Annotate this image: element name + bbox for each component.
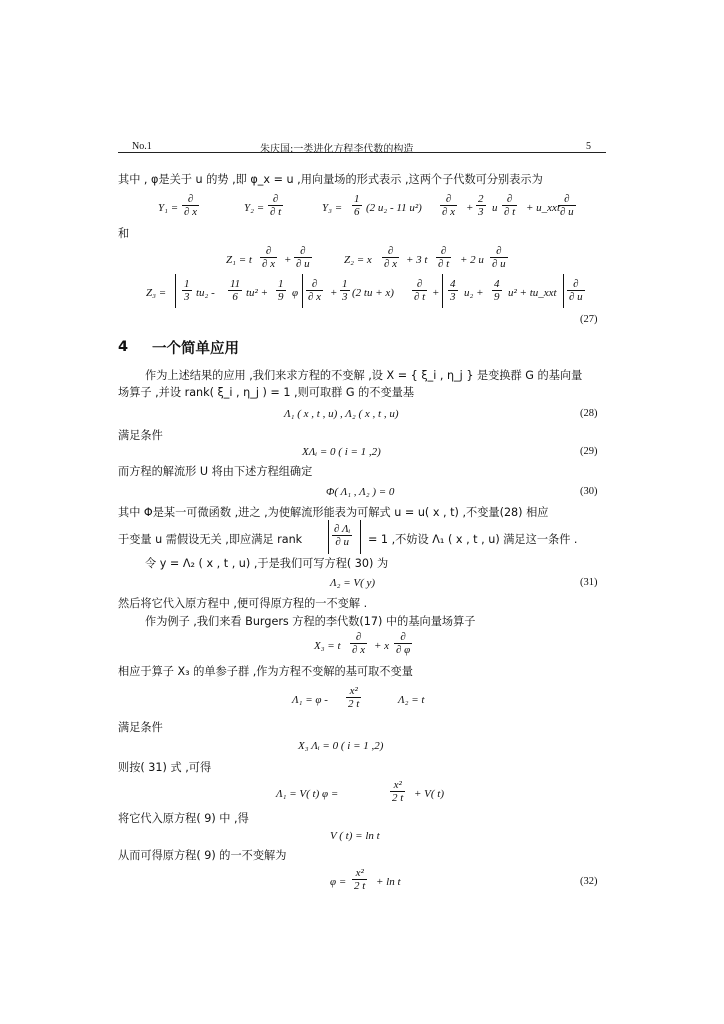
frac-z3-4-9: $\frac{4}{9}$ <box>494 278 500 303</box>
eq-y2-lhs: Y₂ = <box>244 202 265 214</box>
frac-final-x2-2t: $\frac{\text{x²}}{2 t}$ <box>354 867 366 892</box>
frac-d-du: ∂ ∂ u <box>560 193 574 218</box>
term-2tu-x: (2 tu + x) <box>352 287 394 299</box>
eq-x3: X₃ = t <box>314 640 341 652</box>
text-condition-1: 满足条件 <box>118 429 163 442</box>
eq-final-tail: + ln t <box>376 876 401 888</box>
text-condition-2: 满足条件 <box>118 721 163 734</box>
paragraph-apply: 作为上述结果的应用 ,我们来求方程的不变解 ,设 X = { ξ_i , η_j } 是变换群 G 的基向量 <box>145 369 583 382</box>
abs-bar-mid <box>302 274 303 308</box>
frac-z2-du: ∂ ∂ u <box>492 245 506 270</box>
var-u: u <box>492 202 498 214</box>
plus-sign: + <box>466 202 474 214</box>
frac-z3-1-9: $\frac{1}{9}$ <box>278 278 284 303</box>
eq-number-31: (31) <box>580 577 598 588</box>
eq-28-body: Λ₁ ( x , t , u) , Λ₂ ( x , t , u) <box>284 408 399 420</box>
paragraph-corresponding: 相应于算子 X₃ 的单参子群 ,作为方程不变解的基可取不变量 <box>118 665 413 678</box>
frac-z3-11-6: $\frac{11}{6}$ <box>230 278 241 303</box>
frac-one-sixth: $\frac{1}{6}$ <box>354 193 360 218</box>
eq-number-29: (29) <box>580 446 598 457</box>
frac-rank: $\frac{\text{∂ Λᵢ}}{\partial u}$ <box>334 523 351 548</box>
term-u2: u₂ + <box>464 287 484 299</box>
term-tu2: tu₂ - <box>196 287 215 299</box>
frac-x3-dphi: ∂ ∂ φ <box>396 631 411 656</box>
text-solution-manifold: 而方程的解流形 U 将由下述方程组确定 <box>118 465 313 478</box>
eq-v-lnt: V ( t) = ln t <box>330 830 380 842</box>
frac-z3-4-3: $\frac{4}{3}$ <box>450 278 456 303</box>
frac-d-dt-2: ∂ ∂ t <box>504 193 516 218</box>
paragraph-example: 作为例子 ,我们来看 Burgers 方程的李代数(17) 中的基向量场算子 <box>145 615 476 628</box>
frac-by-x2-2t: $\frac{\text{x²}}{2 t}$ <box>392 779 404 804</box>
running-title: 朱庆国:一类进化方程李代数的构造 <box>260 144 414 155</box>
eq-final-lhs: φ = <box>330 876 347 888</box>
term-u-sq-uxxt: u² + tu_xxt <box>508 287 557 299</box>
var-phi: φ <box>292 287 299 299</box>
rank-bar-right <box>360 520 361 554</box>
issue-number: No.1 <box>132 141 152 152</box>
term-plus-x: + x <box>374 640 390 652</box>
eq-number-32: (32) <box>580 876 598 887</box>
plus-sign: + <box>330 287 338 299</box>
paragraph-potential: 其中 , φ是关于 u 的势 ,即 φ_x = u ,用向量场的形式表示 ,这两个子代数可分别表示为 <box>118 173 543 186</box>
paragraph-apply-cont: 场算子 ,并设 rank( ξ_i , η_j ) = 1 ,则可取群 G 的不变量基 <box>118 386 415 399</box>
plus-sign: + <box>432 287 440 299</box>
term-uxxt: + u_xxt <box>526 202 560 214</box>
page-number: 5 <box>586 141 591 152</box>
frac-d-dx-2: ∂ ∂ x <box>442 193 456 218</box>
eq-z3-lhs: Z₃ = <box>146 287 167 299</box>
eq-x3-condition: X₃ Λᵢ = 0 ( i = 1 ,2) <box>298 740 384 752</box>
term-tu-sq: tu² + <box>246 287 269 299</box>
text-by-31: 则按( 31) 式 ,可得 <box>118 761 212 774</box>
frac-z3-1-3b: $\frac{1}{3}$ <box>342 278 348 303</box>
eq-y3-lhs: Y₃ = <box>322 202 343 214</box>
eq-invariant-1: Λ₁ = φ - <box>292 694 328 706</box>
eq-invariant-2: Λ₂ = t <box>398 694 425 706</box>
eq-z1: Z₁ = t <box>226 254 252 266</box>
paragraph-phi-cont-b: = 1 ,不妨设 Λ₁ ( x , t , u) 满足这一条件 . <box>368 533 578 546</box>
frac-z3-du: ∂ ∂ u <box>569 278 583 303</box>
paragraph-phi: 其中 Φ是某一可微函数 ,进之 ,为使解流形能表为可解式 u = u( x , t) ,不变量(28) 相应 <box>118 506 549 519</box>
frac-two-thirds: $\frac{2}{3}$ <box>478 193 484 218</box>
eq-number-27: (27) <box>580 314 598 325</box>
frac-z1-dx: ∂ ∂ x <box>262 245 276 270</box>
word-and: 和 <box>118 227 130 240</box>
eq-number-28: (28) <box>580 408 598 419</box>
frac-z3-1-3: $\frac{1}{3}$ <box>184 278 190 303</box>
frac-d-dt: ∂ ∂ t <box>270 193 282 218</box>
frac-z3-dx: ∂ ∂ x <box>308 278 322 303</box>
eq-29-body: XΛᵢ = 0 ( i = 1 ,2) <box>302 446 381 458</box>
eq-y3-mid: (2 u₂ - 11 u²) <box>366 202 422 214</box>
header-rule <box>118 152 606 153</box>
section-number: 4 <box>118 339 129 355</box>
frac-x3-dx: ∂ ∂ x <box>352 631 366 656</box>
frac-d-dx: ∂ ∂ x <box>184 193 198 218</box>
eq-number-30: (30) <box>580 486 598 497</box>
rank-bar-left <box>328 520 329 554</box>
frac-z1-du: ∂ ∂ u <box>296 245 310 270</box>
section-title: 一个简单应用 <box>152 341 239 357</box>
frac-z2-dx: ∂ ∂ x <box>384 245 398 270</box>
term-2u: + 2 u <box>460 254 484 266</box>
eq-by-tail: + V( t) <box>414 788 445 800</box>
paragraph-phi-cont-a: 于变量 u 需假设无关 ,即应满足 rank <box>118 533 303 546</box>
text-final: 从而可得原方程( 9) 的一不变解为 <box>118 849 287 862</box>
eq-y1-lhs: Y₁ = <box>158 202 179 214</box>
eq-by-body: Λ₁ = V( t) φ = <box>276 788 339 800</box>
abs-bar-left <box>175 274 176 308</box>
plus-sign: + <box>284 254 292 266</box>
frac-z3-dt: ∂ ∂ t <box>414 278 426 303</box>
paragraph-let: 令 y = Λ₂ ( x , t , u) ,于是我们可写方程( 30) 为 <box>145 557 389 570</box>
abs-bar-right-open <box>442 274 443 308</box>
term-3t: + 3 t <box>406 254 428 266</box>
frac-x2-2t: $\frac{\text{x²}}{2 t}$ <box>348 685 360 710</box>
eq-z2: Z₂ = x <box>344 254 372 266</box>
paragraph-then: 然后将它代入原方程中 ,便可得原方程的一不变解 . <box>118 597 368 610</box>
frac-z2-dt: ∂ ∂ t <box>438 245 450 270</box>
eq-30-body: Φ( Λ₁ , Λ₂ ) = 0 <box>326 486 395 498</box>
text-substitute: 将它代入原方程( 9) 中 ,得 <box>118 812 249 825</box>
abs-bar-right-close <box>563 274 564 308</box>
eq-31-body: Λ₂ = V( y) <box>330 577 376 589</box>
